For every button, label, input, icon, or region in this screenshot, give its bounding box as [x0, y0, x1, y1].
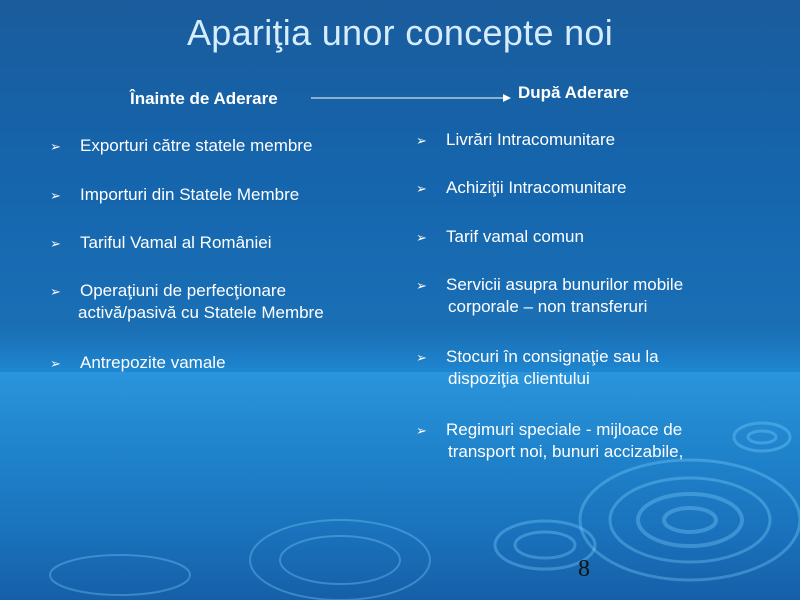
arrowhead-bullet-icon: ➢ — [50, 356, 61, 371]
list-item: ➢ Tarif vamal comun — [416, 226, 786, 248]
list-item: ➢ Antrepozite vamale — [50, 352, 420, 374]
arrowhead-bullet-icon: ➢ — [50, 236, 61, 251]
arrowhead-bullet-icon: ➢ — [416, 278, 427, 293]
arrowhead-bullet-icon: ➢ — [416, 230, 427, 245]
list-item: ➢ Exporturi către statele membre — [50, 135, 420, 157]
list-item: ➢ Servicii asupra bunurilor mobile corporale – non transferuri — [416, 275, 684, 316]
arrowhead-bullet-icon: ➢ — [416, 350, 427, 365]
before-accession-header: Înainte de Aderare — [130, 89, 278, 108]
list-item: ➢ Livrări Intracomunitare — [416, 129, 786, 151]
arrowhead-bullet-icon: ➢ — [416, 181, 427, 196]
after-accession-header: După Aderare — [518, 83, 629, 102]
arrowhead-bullet-icon: ➢ — [50, 139, 61, 154]
list-item: ➢ Regimuri speciale - mijloace de transport noi, bunuri accizabile, — [416, 420, 684, 461]
arrowhead-bullet-icon: ➢ — [416, 423, 427, 438]
list-item: ➢ Achiziţii Intracomunitare — [416, 177, 786, 199]
list-item: ➢ Importuri din Statele Membre — [50, 184, 420, 206]
slide-title: Apariţia unor concepte noi — [186, 12, 614, 53]
arrowhead-bullet-icon: ➢ — [416, 133, 427, 148]
list-item: ➢ Operaţiuni de perfecţionare activă/pasivă cu Statele Membre — [50, 281, 324, 322]
arrowhead-bullet-icon: ➢ — [50, 284, 61, 299]
right-arrow-icon — [311, 92, 511, 104]
list-item: ➢ Tariful Vamal al României — [50, 232, 420, 254]
page-number: 8 — [578, 556, 590, 582]
arrowhead-bullet-icon: ➢ — [50, 188, 61, 203]
list-item: ➢ Stocuri în consignaţie sau la dispoziţia clientului — [416, 347, 659, 388]
